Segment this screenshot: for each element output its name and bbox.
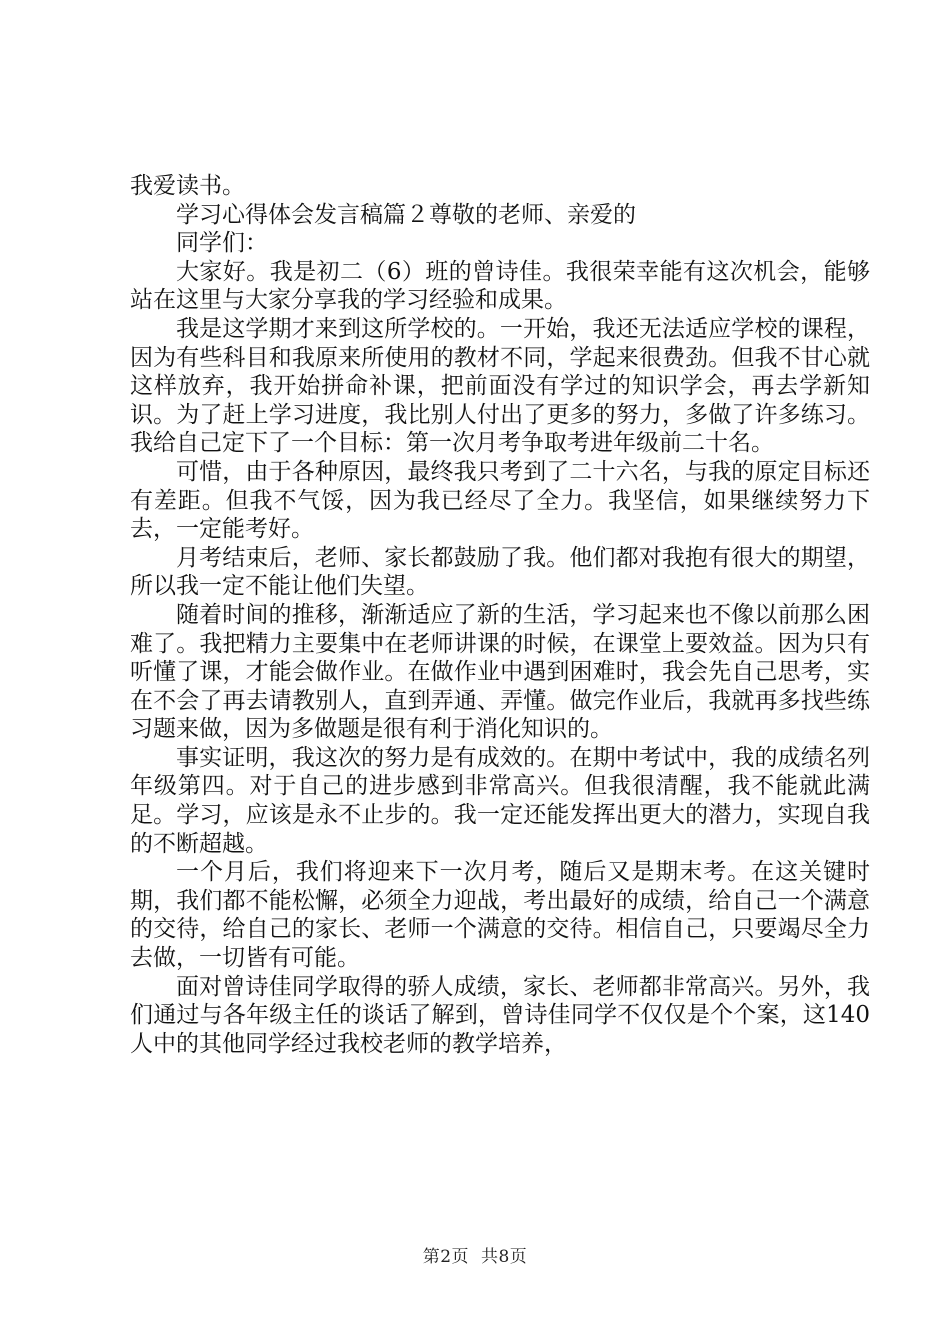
paragraph-8: 随着时间的推移，渐渐适应了新的生活，学习起来也不像以前那么困难了。我把精力主要集中在老师讲课的时候，在课堂上要效益。因为只有听懂了课，才能会做作业。在做作业中遇到困难时，我会先自己思考，实在不会了再去请教别人，直到弄通、弄懂。做完作业后，我就再多找些练习题来做，因为多做题是很有利于消化知识的。	[130, 601, 870, 743]
page-footer	[0, 1242, 950, 1267]
paragraph-2: 学习心得体会发言稿篇２尊敬的老师、亲爱的	[176, 201, 636, 228]
paragraph-6: 可惜，由于各种原因，最终我只考到了二十六名，与我的原定目标还有差距。但我不气馁，因为我已经尽了全力。我坚信，如果继续努力下去，一定能考好。	[130, 458, 870, 543]
paragraph-5: 我是这学期才来到这所学校的。一开始，我还无法适应学校的课程，因为有些科目和我原来所使用的教材不同，学起来很费劲。但我不甘心就这样放弃，我开始拼命补课，把前面没有学过的知识学会，再去学新知识。为了赶上学习进度，我比别人付出了更多的努力，多做了许多练习。我给自己定下了一个目标：第一次月考争取考进年级前二十名。	[130, 315, 870, 457]
page-number-current: 第2页	[422, 1247, 470, 1267]
paragraph-3: 同学们：	[176, 230, 268, 257]
paragraph-1: 我爱读书。	[130, 173, 245, 199]
paragraph-10: 一个月后，我们将迎来下一次月考，随后又是期末考。在这关键时期，我们都不能松懈，必须全力迎战，考出最好的成绩，给自己一个满意的交待，给自己的家长、老师一个满意的交待。相信自己，只要竭尽全力去做，一切皆有可能。	[130, 859, 870, 972]
document-body	[130, 172, 870, 1058]
paragraph-11: 面对曾诗佳同学取得的骄人成绩，家长、老师都非常高兴。另外，我们通过与各年级主任的谈话了解到，曾诗佳同学不仅仅是个个案，这140人中的其他同学经过我校老师的教学培养，	[130, 973, 870, 1057]
paragraph-9: 事实证明，我这次的努力是有成效的。在期中考试中，我的成绩名列年级第四。对于自己的进步感到非常高兴。但我很清醒，我不能就此满足。学习，应该是永不止步的。我一定还能发挥出更大的潜力，实现自我的不断超越。	[130, 744, 870, 857]
paragraph-4: 大家好。我是初二（6）班的曾诗佳。我很荣幸能有这次机会，能够站在这里与大家分享我的学习经验和成果。	[130, 258, 870, 314]
page-number-total: 共8页	[480, 1247, 528, 1267]
paragraph-7: 月考结束后，老师、家长都鼓励了我。他们都对我抱有很大的期望，所以我一定不能让他们失望。	[130, 544, 870, 600]
